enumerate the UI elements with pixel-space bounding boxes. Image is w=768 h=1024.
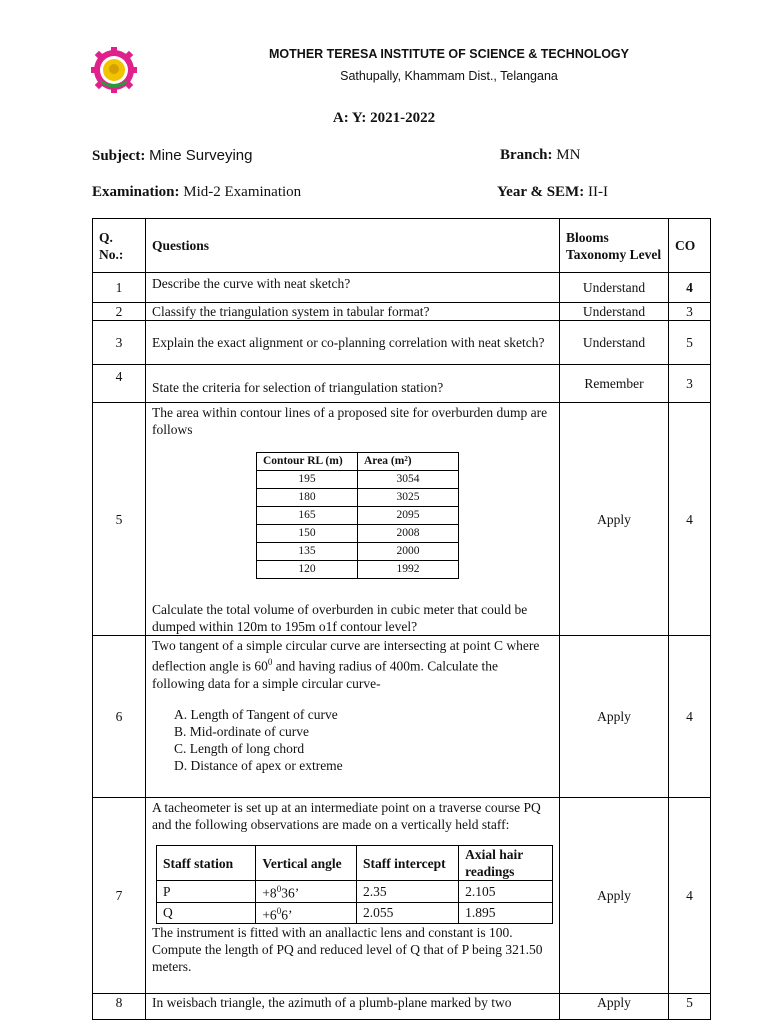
contour-header: Contour RL (m) [257,453,358,471]
degree-superscript: 0 [276,884,282,894]
co-value: 4 [669,403,711,636]
row-number: 3 [93,321,146,365]
angle-part: 36’ [281,885,300,901]
row-number: 7 [93,798,146,994]
table-row [93,303,711,321]
question-cell [146,798,560,994]
blooms-level: Understand [560,273,669,303]
question-text [152,637,553,692]
co-value: 3 [669,365,711,403]
blooms-level: Remember [560,365,669,403]
area-cell: 1992 [358,561,459,579]
area-cell: 3025 [358,489,459,507]
year-label: Year & SEM: [497,184,585,200]
question-cell [146,403,560,636]
blooms-level: Understand [560,321,669,365]
row-number: 8 [93,994,146,1020]
table-row [93,403,711,636]
contour-cell: 195 [257,471,358,489]
degree-superscript: 0 [267,657,273,667]
table-row [93,321,711,365]
contour-cell: 165 [257,507,358,525]
blooms-level: Apply [560,403,669,636]
angle-part: +6 [262,907,277,922]
question-text: A tacheometer is set up at an intermediate point on a traverse course PQ and the following observations are made on a vertically held staff: [152,800,541,832]
question-text: Describe the curve with neat sketch? [146,273,560,303]
area-header: Area (m²) [358,453,459,471]
obs-cell: 2.35 [357,881,459,903]
question-text: In weisbach triangle, the azimuth of a plumb-plane marked by two [146,994,560,1020]
header-qno: Q. No.: [93,219,146,273]
obs-cell: P [157,881,256,903]
contour-cell: 150 [257,525,358,543]
area-cell: 2008 [358,525,459,543]
header-questions: Questions [146,219,560,273]
subject-value: Mine Surveying [149,147,253,164]
branch-value: MN [556,147,581,163]
blooms-level: Apply [560,636,669,798]
exam-label: Examination: [92,184,180,200]
institute-name: MOTHER TERESA INSTITUTE OF SCIENCE & TECHNOLOGY [269,47,629,61]
co-value: 3 [669,303,711,321]
obs-header: Staff station [157,846,256,881]
co-value: 4 [669,798,711,994]
exam-value: Mid-2 Examination [183,184,302,200]
co-value: 4 [669,636,711,798]
area-cell: 2095 [358,507,459,525]
row-number: 5 [93,403,146,636]
blooms-level: Apply [560,798,669,994]
row-number: 2 [93,303,146,321]
year-line [497,184,608,201]
obs-cell [256,881,357,903]
question-text-part: and having radius of 400m. Calculate the following data for a simple circular curve- [152,658,499,691]
angle-part: +8 [262,885,277,901]
exam-line [92,184,301,201]
obs-cell: 2.055 [357,902,459,924]
row-number: 6 [93,636,146,798]
co-value: 4 [669,273,711,303]
contour-cell: 180 [257,489,358,507]
question-text-continued: Calculate the total volume of overburden in cubic meter that could be dumped within 120m to 195m o1f contour level? [152,602,528,634]
subject-line [92,147,252,165]
question-text: Classify the triangulation system in tabular format? [146,303,560,321]
area-cell: 2000 [358,543,459,561]
blooms-level: Apply [560,994,669,1020]
question-text-part: Two tangent of a simple circular curve are intersecting at point C where deflection angle is 60 [152,638,540,674]
option-list [174,706,553,774]
question-text: The area within contour lines of a proposed site for overburden dump are follows [152,405,548,437]
question-table [92,218,711,1020]
table-row [93,798,711,994]
contour-cell: 120 [257,561,358,579]
header-blooms: Blooms Taxonomy Level [560,219,669,273]
list-item: D. Distance of apex or extreme [174,757,343,773]
obs-header: Staff intercept [357,846,459,881]
obs-cell: 2.105 [459,881,553,903]
blooms-level: Understand [560,303,669,321]
obs-cell: Q [157,902,256,924]
co-value: 5 [669,321,711,365]
academic-year: A: Y: 2021-2022 [332,110,436,126]
table-row [93,365,711,403]
area-cell: 3054 [358,471,459,489]
institute-emblem-icon [90,46,138,94]
branch-line [500,147,580,164]
observation-table [156,845,553,924]
table-header-row [93,219,711,273]
obs-header: Axial hair readings [459,846,553,881]
contour-area-table [256,452,459,579]
row-number: 4 [93,365,146,403]
degree-superscript: 0 [276,905,282,916]
list-item: B. Mid-ordinate of curve [174,723,309,739]
subject-label: Subject: [92,148,146,164]
question-cell [146,636,560,798]
branch-label: Branch: [500,147,553,163]
question-text: State the criteria for selection of triangulation station? [146,365,560,403]
table-row [93,636,711,798]
table-row [93,273,711,303]
obs-cell: 1.895 [459,902,553,924]
question-text: Explain the exact alignment or co-planning correlation with neat sketch? [146,321,560,365]
angle-part: 6’ [281,907,293,922]
list-item: A. Length of Tangent of curve [174,706,338,722]
institute-address: Sathupally, Khammam Dist., Telangana [340,69,558,83]
list-item: C. Length of long chord [174,740,305,756]
table-row [93,994,711,1020]
header-co: CO [669,219,711,273]
obs-header: Vertical angle [256,846,357,881]
co-value: 5 [669,994,711,1020]
row-number: 1 [93,273,146,303]
contour-cell: 135 [257,543,358,561]
obs-cell [256,902,357,924]
year-value: II-I [587,184,608,200]
question-text-continued: The instrument is fitted with an anallactic lens and constant is 100. Compute the length of PQ and reduced level of Q that of P being 321.50 meters. [152,925,543,974]
